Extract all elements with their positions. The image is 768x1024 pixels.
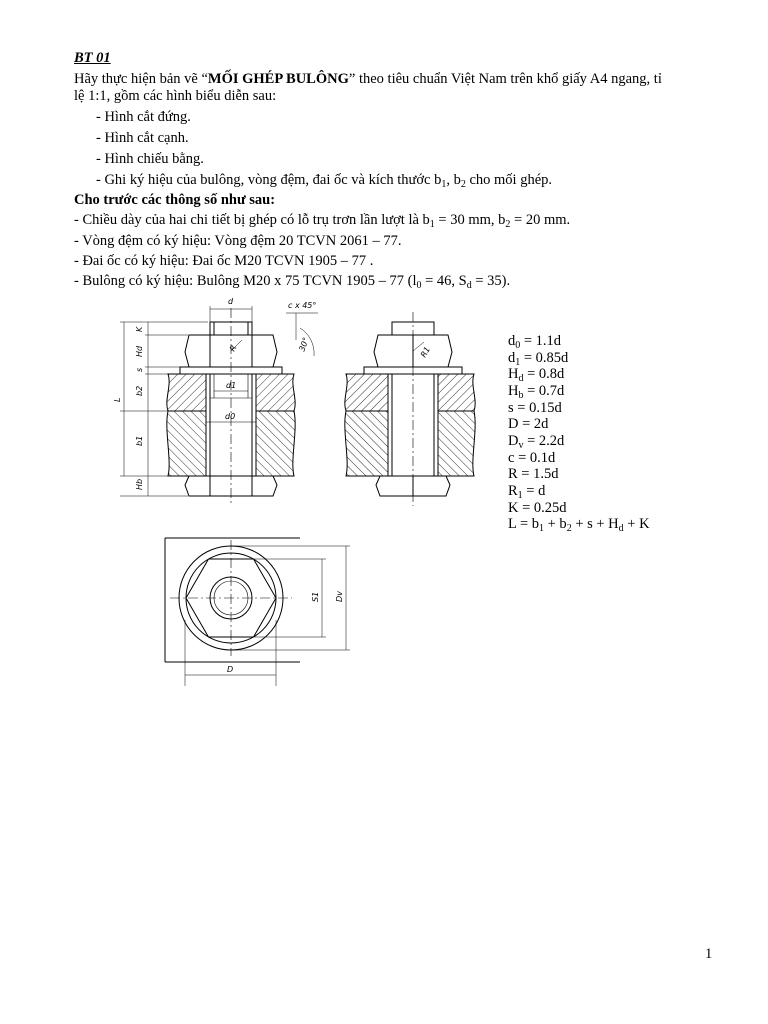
task-item: - Hình chiếu bằng.	[96, 151, 204, 167]
front-section-view	[120, 306, 318, 506]
given-line: - Chiều dày của hai chi tiết bị ghép có lỗ trụ trơn lần lượt là $b_1 = 30$ mm, $b_2 = 20$ mm.	[74, 212, 571, 230]
upper-plate-left	[167, 374, 206, 411]
label-d1: d1	[226, 381, 237, 390]
label-d: d	[228, 297, 234, 306]
task-item: - Ghi ký hiệu của bulông, vòng đệm, đai ốc và kích thước $b_1$, $b_2$ cho mối ghép.	[96, 172, 553, 190]
lower-plate-right	[256, 411, 295, 476]
formula-D: D = 2d	[508, 416, 549, 432]
exercise-title: BT 01	[74, 50, 111, 66]
given-line: - Đai ốc có ký hiệu: Đai ốc M20 TCVN 1905 – 77 .	[74, 253, 374, 269]
formula-d1: $d_1 = 0.85d$	[508, 350, 569, 368]
given-heading: Cho trước các thông số như sau:	[74, 192, 276, 208]
task-item: - Hình cắt cạnh.	[96, 130, 189, 146]
side-upper-plate-right	[438, 374, 475, 411]
label-Hd: Hd	[135, 345, 144, 357]
formula-hb: $H_b = 0.7d$	[508, 383, 565, 401]
lower-plate-left	[167, 411, 206, 476]
label-b1: b1	[135, 435, 144, 446]
label-Dv: Dv	[335, 591, 344, 602]
label-angle: 30°	[297, 336, 311, 353]
formula-c: c = 0.1d	[508, 450, 556, 466]
formula-R1: $R_1 = d$	[508, 483, 546, 501]
label-b2: b2	[135, 385, 144, 396]
formula-R: R = 1.5d	[508, 466, 559, 482]
page-number: 1	[705, 946, 713, 962]
label-Hb: Hb	[135, 478, 144, 490]
label-s: s	[135, 367, 144, 372]
label-R1: R1	[418, 345, 433, 359]
label-S1: S1	[311, 591, 320, 602]
label-d0: d0	[225, 412, 236, 421]
intro-bold-title: MỐI GHÉP BULÔNG	[207, 71, 349, 87]
side-lower-plate-right	[438, 411, 475, 476]
label-L: L	[113, 397, 122, 402]
formula-s: s = 0.15d	[508, 400, 562, 416]
intro-line-1: Hãy thực hiện bản vẽ “MỐI GHÉP BULÔNG” theo tiêu chuẩn Việt Nam trên khổ giấy A4 ngang, tỉ	[74, 71, 662, 87]
given-line: - Vòng đệm có ký hiệu: Vòng đệm 20 TCVN 2061 – 77.	[74, 233, 402, 249]
side-lower-plate-left	[345, 411, 388, 476]
side-upper-plate-left	[345, 374, 388, 411]
side-section-view	[345, 312, 475, 506]
formula-L: $L = b_1 + b_2 + s + H_d + K$	[508, 516, 650, 534]
top-view	[165, 538, 350, 686]
formula-dv: $D_v = 2.2d$	[508, 433, 565, 451]
task-item: - Hình cắt đứng.	[96, 109, 191, 125]
given-line: - Bulông có ký hiệu: Bulông M20 x 75 TCVN 1905 – 77 ($l_0 = 46$, $S_d = 35$).	[74, 273, 511, 291]
label-chamfer: c x 45°	[288, 301, 317, 310]
formula-hd: $H_d = 0.8d$	[508, 366, 565, 384]
upper-plate-right	[256, 374, 295, 411]
label-K: K	[135, 326, 144, 332]
label-D: D	[227, 665, 234, 674]
intro-line-2: lệ 1:1, gồm các hình biểu diễn sau:	[74, 88, 277, 104]
formula-K: K = 0.25d	[508, 500, 567, 516]
label-R: R	[227, 343, 239, 353]
formula-d0: $d_0 = 1.1d$	[508, 333, 562, 351]
